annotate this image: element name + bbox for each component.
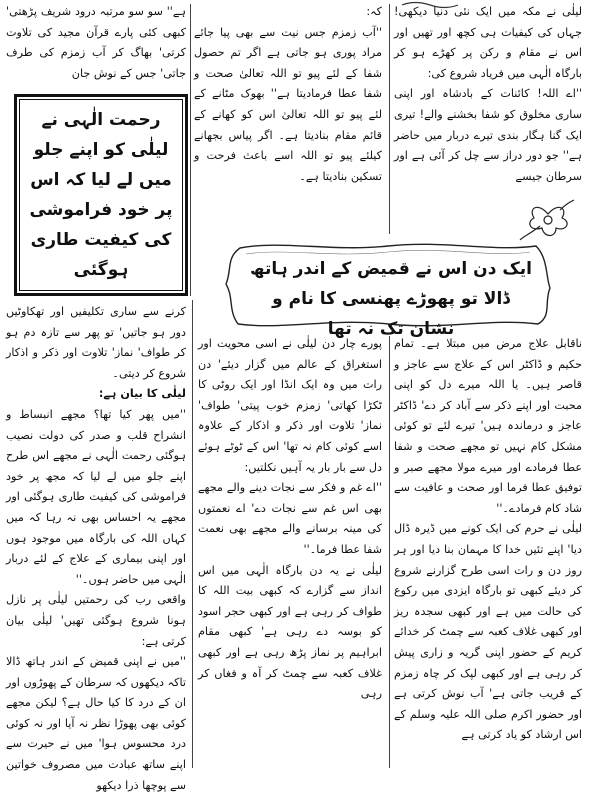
paragraph: واقعی رب کی رحمتیں لیلٰی پر نازل ہونا شروع ہوگئی تھیں' لیلٰی بیان کرتی ہے: <box>6 593 186 648</box>
paragraph: ''میں پھر کیا تھا؟ مجھے انبساط و انشراح قلب و صدر کی دولت نصیب ہوگئی رحمت الٰہی نے مجھے اس طرح اپنے جلو میں لے لیا کہ مجھ پر خود فراموشی کی کیفیت طاری ہوگئی اور مجھے یہ احساس بھی نہ رہا کہ میں کہاں اللہ کی بارگاہ میں موجود ہوں اور اپنی بیماری کے علاج کے لئے دربار الٰہی میں حاضر ہوں۔'' <box>6 407 186 586</box>
paragraph: لیلٰی نے حرم کی ایک کونے میں ڈیرہ ڈال دیا' اپنے تئیں خدا کا مہمان بنا دیا اور ہر روز دن و رات اسی طرح گزارنے شروع کر دیئے کبھی تو بارگاہ ایزدی میں رکوع کی حالت میں ہے اور کبھی سجدہ ریز اور کبھی غلاف کعبہ سے چمٹ کر خدائے کریم کے حضور اپنی گریہ و زاری پیش کر رہی ہے اور کبھی لپک کر چاہ زمزم کے قریب جاتی ہے' آب نوش کرتی ہے اور حضور اکرم صلی اللہ علیہ وسلم کے اس ارشاد کو یاد کرتی ہے <box>394 522 582 742</box>
headline-text: ایک دن اس نے قمیض کے اندر ہاتھ ڈالا تو پھوڑے پھنسی کا نام و نشان تک نہ تھا <box>250 259 532 339</box>
paragraph: ناقابل علاج مرض میں مبتلا ہے۔ تمام حکیم و ڈاکٹر اس کے علاج سے عاجز و قاصر ہیں۔ یا اللہ میرے دل کو اپنی محبت اور اپنے ذکر سے آباد کر دے' ڈاکٹر عاجز و درماندہ ہیں' تیرے لئے تو کوئی مشکل کام نہیں تو مجھے صحت و شفا عطا فرمادے اور میرے مولا مجھے صبر و توفیق عطا فرما اور صحت و عافیت سے شاد کام فرمادے۔'' <box>394 337 582 515</box>
article-column-left-top <box>6 2 186 84</box>
paragraph: ''اے اللہ! کائنات کے بادشاہ اور اپنی ساری مخلوق کو شفا بخشنے والے! تیری ایک گنا ہگار بندی تیرے دربار میں حاضر ہے'' جو دور دراز سے چل کر آئی ہے اور سرطان جیسے <box>394 87 582 183</box>
paragraph: ''اے غم و فکر سے نجات دینے والے مجھے بھی اس غم سے نجات دے' اے نعمتوں کی مینہ برسانے والے مجھے بھی نعمت شفا عطا فرما۔'' <box>198 481 382 556</box>
article-column-left-bottom <box>6 302 186 792</box>
column-divider <box>389 336 390 768</box>
article-column-middle-top <box>194 2 382 192</box>
speaker-label: لیلٰی کا بیان ہے: <box>98 387 186 401</box>
paragraph: ''آب زمزم جس نیت سے بھی پیا جائے مراد پوری ہو جاتی ہے اگر تم حصول شفا کے لئے پیو تو اللہ تعالیٰ صحت و شفا عطا فرمادیتا ہے'' بھوک مٹانے کے لئے پیو تو اللہ تعالیٰ اس کو کھانے کے قائم مقام بنادیتا ہے۔ اگر پیاس بجھانے کیلئے پیو تو اللہ اسے باعث فرحت و تسکین بنادیتا ہے۔ <box>194 25 382 183</box>
article-column-right-bottom <box>394 334 582 768</box>
pull-quote-text: رحمت الٰہی نے لیلٰی کو اپنے جلو میں لے لیا کہ اس پر خود فراموشی کی کیفیت طاری ہوگئی <box>19 99 183 291</box>
paragraph: ''میں نے اپنی قمیض کے اندر ہاتھ ڈالا تاکہ دیکھوں کہ سرطان کے پھوڑوں اور ان کے درد کا کیا حال ہے؟ لیکن مجھے کوئی بھی پھوڑا نظر نہ آیا اور نہ کوئی درد محسوس ہوا' میں نے حیرت سے اپنے ساتھ عبادت میں مصروف خواتین سے پوچھا ذرا دیکھو <box>6 655 186 792</box>
column-divider <box>389 4 390 234</box>
article-column-middle-bottom <box>198 334 382 768</box>
paragraph: پورے چار دن لیلٰی نے اسی محویت اور استغراق کے عالم میں گزار دیئے' دن رات میں وہ ایک انڈا اور ایک روٹی کا ٹکڑا کھاتی' زمزم خوب پیتی' طواف' نماز' تلاوت اور ذکر و اذکار کے علاوہ اسے کوئی کام نہ تھا' اس کے ٹوٹے ہوئے دل سے بار بار یہ آہیں نکلتیں: <box>198 337 382 474</box>
pull-quote-box <box>14 94 188 296</box>
paragraph: کرنے سے ساری تکلیفیں اور تھکاوٹیں دور ہو جاتیں' تو پھر سے تازہ دم ہو کر طواف' نماز' تلاوت اور ذکر و اذکار شروع کر دیتی۔ <box>6 305 186 380</box>
column-divider <box>192 300 193 768</box>
headline-banner <box>222 238 554 339</box>
paragraph: کہ: <box>366 5 382 18</box>
paragraph: لیلٰی نے یہ دن بارگاہ الٰہی میں اس انداز سے گزارے کہ کبھی بیت اللہ کا طواف کر رہی ہے اور کبھی حجر اسود کو بوسہ دے رہی ہے' کبھی مقام ابراہیم پر نماز پڑھ رہی ہے اور کبھی غلاف کعبہ سے چمٹ کر آہ و فغاں کر رہی <box>198 563 382 701</box>
paragraph: ہے'' سو سو مرتبہ درود شریف پڑھتی' کبھی کئی پارے قرآن مجید کی تلاوت کرتی' بھاگ کر آب زمزم کی طرف جاتی' جس کے نوش جان <box>6 5 186 80</box>
paragraph: لیلٰی نے مکہ میں ایک نئی دنیا دیکھی! جہاں کی کیفیات ہی کچھ اور تھیں اور اس نے مقام و رکن پر کھڑے ہو کر بارگاہ الٰہی میں فریاد شروع کی: <box>394 5 582 80</box>
column-divider <box>190 4 191 296</box>
article-column-right-top <box>394 2 582 230</box>
